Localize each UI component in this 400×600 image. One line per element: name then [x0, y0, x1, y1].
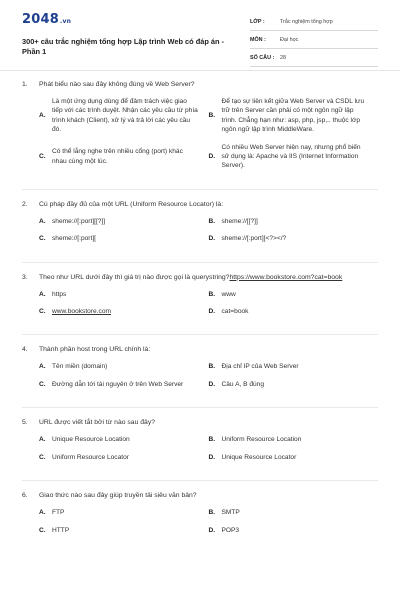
question-text-main: Theo như URL dưới đây thì giá trị nào được gọi là querystring?	[39, 273, 230, 281]
info-row-count	[250, 49, 378, 67]
question-1	[22, 80, 378, 179]
site-logo[interactable]	[22, 12, 71, 27]
option-letter: D.	[208, 380, 216, 388]
option-text: Uniform Resource Location	[221, 436, 302, 444]
option-letter: D.	[208, 308, 216, 316]
question-number: 2.	[22, 200, 28, 208]
option-d[interactable]	[209, 307, 379, 316]
info-key: SỐ CÂU :	[250, 54, 275, 61]
question-url-link[interactable]: https://www.bookstore.com?cat=book	[229, 273, 343, 281]
option-b[interactable]	[209, 435, 379, 444]
question-6	[22, 491, 378, 543]
option-letter: D.	[208, 526, 216, 534]
option-d[interactable]	[209, 234, 379, 243]
option-d[interactable]	[209, 526, 379, 535]
option-text: sheme://[:port][	[52, 235, 96, 243]
option-b[interactable]	[209, 362, 379, 371]
option-text: sheme://[:port][[?]]	[52, 217, 106, 225]
question-text: Thành phần host trong URL chính là:	[39, 346, 151, 354]
option-text: HTTP	[52, 526, 70, 534]
info-key: MÔN :	[250, 36, 266, 43]
option-letter: A.	[39, 436, 46, 444]
divider	[22, 480, 378, 481]
info-row-class	[250, 13, 378, 31]
option-text: sheme://[:port][<?></?	[221, 235, 287, 243]
option-text: Là một ứng dụng dùng để đảm trách việc giao tiếp với các trình duyệt. Nhận các yêu cầu từ phía trình khách (Client), xử lý và trả lời các yêu cầu đó.	[52, 98, 198, 134]
question-text: Phát biểu nào sau đây không đúng về Web Server?	[39, 81, 195, 88]
question-number: 1.	[22, 81, 28, 88]
option-letter: B.	[208, 290, 216, 298]
page-title: 300+ câu trắc nghiệm tổng hợp Lập trình Web có đáp án - Phần 1	[22, 37, 225, 56]
option-text: www.bookstore.com	[52, 308, 111, 316]
option-a[interactable]	[39, 97, 209, 135]
option-a[interactable]	[39, 217, 209, 226]
option-d[interactable]	[209, 380, 379, 389]
divider	[22, 407, 378, 408]
option-text: Uniform Resource Locator	[52, 453, 129, 461]
logo-main: 2048	[22, 12, 59, 27]
divider	[22, 189, 378, 190]
option-letter: A.	[39, 112, 46, 120]
option-text: Địa chỉ IP của Web Server	[221, 363, 299, 371]
option-text: Unique Resource Locator	[221, 453, 297, 461]
question-3	[22, 273, 378, 325]
option-c[interactable]	[39, 380, 209, 389]
option-letter: C.	[39, 380, 46, 388]
question-text	[39, 273, 378, 282]
option-letter: C.	[39, 153, 46, 161]
option-b[interactable]	[209, 97, 379, 135]
option-letter: D.	[208, 453, 216, 461]
option-letter: B.	[208, 112, 216, 120]
option-d[interactable]	[209, 453, 379, 462]
question-number: 4.	[22, 346, 28, 354]
option-b[interactable]	[209, 508, 379, 517]
option-b[interactable]	[209, 290, 379, 299]
option-text: Có thể lắng nghe trên nhiều cổng (port) khác nhau cùng một lúc.	[52, 148, 183, 165]
question-number: 3.	[22, 273, 28, 281]
option-text: Câu A, B đúng	[221, 380, 265, 388]
option-text: Unique Resource Location	[52, 436, 130, 444]
option-letter: B.	[208, 217, 216, 225]
option-text: www	[221, 290, 236, 298]
question-5	[22, 418, 378, 470]
option-letter: B.	[208, 436, 216, 444]
option-letter: A.	[39, 509, 46, 517]
question-number: 6.	[22, 492, 28, 500]
divider	[22, 262, 378, 263]
question-list	[22, 80, 378, 553]
option-letter: A.	[39, 217, 46, 225]
document-header	[22, 6, 382, 64]
option-letter: D.	[208, 153, 216, 161]
option-letter: C.	[39, 526, 46, 534]
info-value: Trắc nghiệm tổng hợp	[280, 18, 333, 25]
option-letter: C.	[39, 453, 46, 461]
option-c[interactable]	[39, 453, 209, 462]
option-text: FTP	[52, 509, 65, 517]
info-value: Đại học	[280, 36, 299, 43]
option-text: Có nhiều Web Server hiện nay, nhưng phổ biến sử dụng là: Apache và IIS (Internet Information Server).	[221, 143, 361, 170]
option-a[interactable]	[39, 508, 209, 517]
option-c[interactable]	[39, 143, 209, 171]
option-text: cat=book	[221, 308, 249, 316]
info-key: LỚP :	[250, 18, 265, 25]
option-a[interactable]	[39, 435, 209, 444]
option-b[interactable]	[209, 217, 379, 226]
option-text: SMTP	[221, 509, 240, 517]
info-value: 28	[280, 54, 286, 61]
option-letter: B.	[208, 363, 216, 371]
option-c[interactable]	[39, 526, 209, 535]
option-text: sheme://[[?]]	[221, 217, 258, 225]
option-c[interactable]	[39, 307, 209, 316]
option-letter: C.	[39, 308, 46, 316]
option-text: Đường dẫn tới tài nguyên ở trên Web Server	[52, 380, 184, 388]
question-text: Giao thức nào sau đây giúp truyền tải siêu văn bản?	[39, 492, 197, 500]
logo-sub: .vn	[59, 18, 72, 25]
question-2	[22, 200, 378, 252]
option-d[interactable]	[209, 143, 379, 171]
info-table	[250, 13, 378, 67]
option-letter: A.	[39, 363, 46, 371]
divider	[22, 334, 378, 335]
option-text: https	[52, 290, 67, 298]
header-divider	[0, 70, 400, 71]
question-text: URL được viết tắt bởi từ nào sau đây?	[39, 419, 155, 427]
option-letter: B.	[208, 509, 216, 517]
option-c[interactable]	[39, 234, 209, 243]
option-text: Tên miền (domain)	[52, 363, 108, 371]
option-a[interactable]	[39, 362, 209, 371]
option-letter: D.	[208, 235, 216, 243]
question-text: Cú pháp đầy đủ của một URL (Uniform Resource Locator) là:	[39, 200, 224, 208]
option-text: Để tạo sự liên kết giữa Web Server và CSDL lưu trữ trên Server cần phải có một ngôn ngữ lập trình. Chẳng hạn như: asp, php, jsp,.. thuộc lớp ngôn ngữ lập trình MiddleWare.	[221, 98, 365, 134]
option-letter: C.	[39, 235, 46, 243]
option-a[interactable]	[39, 290, 209, 299]
question-number: 5.	[22, 419, 28, 427]
option-text: POP3	[221, 526, 240, 534]
info-row-subject	[250, 31, 378, 49]
question-4	[22, 345, 378, 397]
option-letter: A.	[39, 290, 46, 298]
